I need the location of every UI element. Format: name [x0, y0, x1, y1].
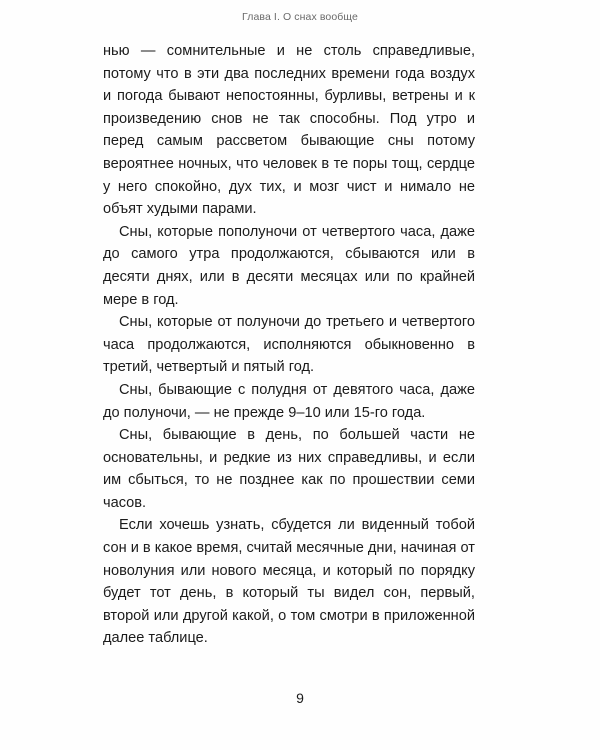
paragraph: Сны, которые от полуночи до третьего и четвертого часа продолжаются, исполняются обыкновенно в третий, четвертый и пятый год. [103, 314, 475, 376]
paragraph-continued: нью — сомнительные и не столь справедливые, потому что в эти два последних времени года воздух и погода бывают непостоянны, бурливы, ветрены и к произведению снов не так способны. Под утро и перед самым рассветом бывающие сны потому вероятнее ночных, что человек в те поры тощ, сердце у него спокойно, дух тих, и мозг чист и нимало не объят худыми парами. [103, 43, 475, 218]
paragraph: Сны, которые пополуночи от четвертого часа, даже до самого утра продолжаются, сбываются или в десяти днях, или в десяти месяцах или по крайней мере в год. [103, 223, 475, 308]
running-head: Глава I. О снах вообще [242, 11, 358, 23]
paragraph: Сны, бывающие в день, по большей части не основательны, и редкие из них справедливы, и если им сбыться, то не позднее как по прошествии семи часов. [103, 427, 475, 511]
body-text [103, 40, 475, 650]
paragraph: Сны, бывающие с полудня от девятого часа, даже до полуночи, — не прежде 9–10 или 15-го года. [103, 381, 475, 421]
paragraph: Если хочешь узнать, сбудется ли виденный тобой сон и в какое время, считай месячные дни, начиная от новолуния или нового месяца, и который по порядку будет тот день, в который ты видел сон, первый, второй или другой какой, о том смотри в приложенной далее таблице. [103, 517, 475, 647]
page-number: 9 [296, 690, 304, 706]
